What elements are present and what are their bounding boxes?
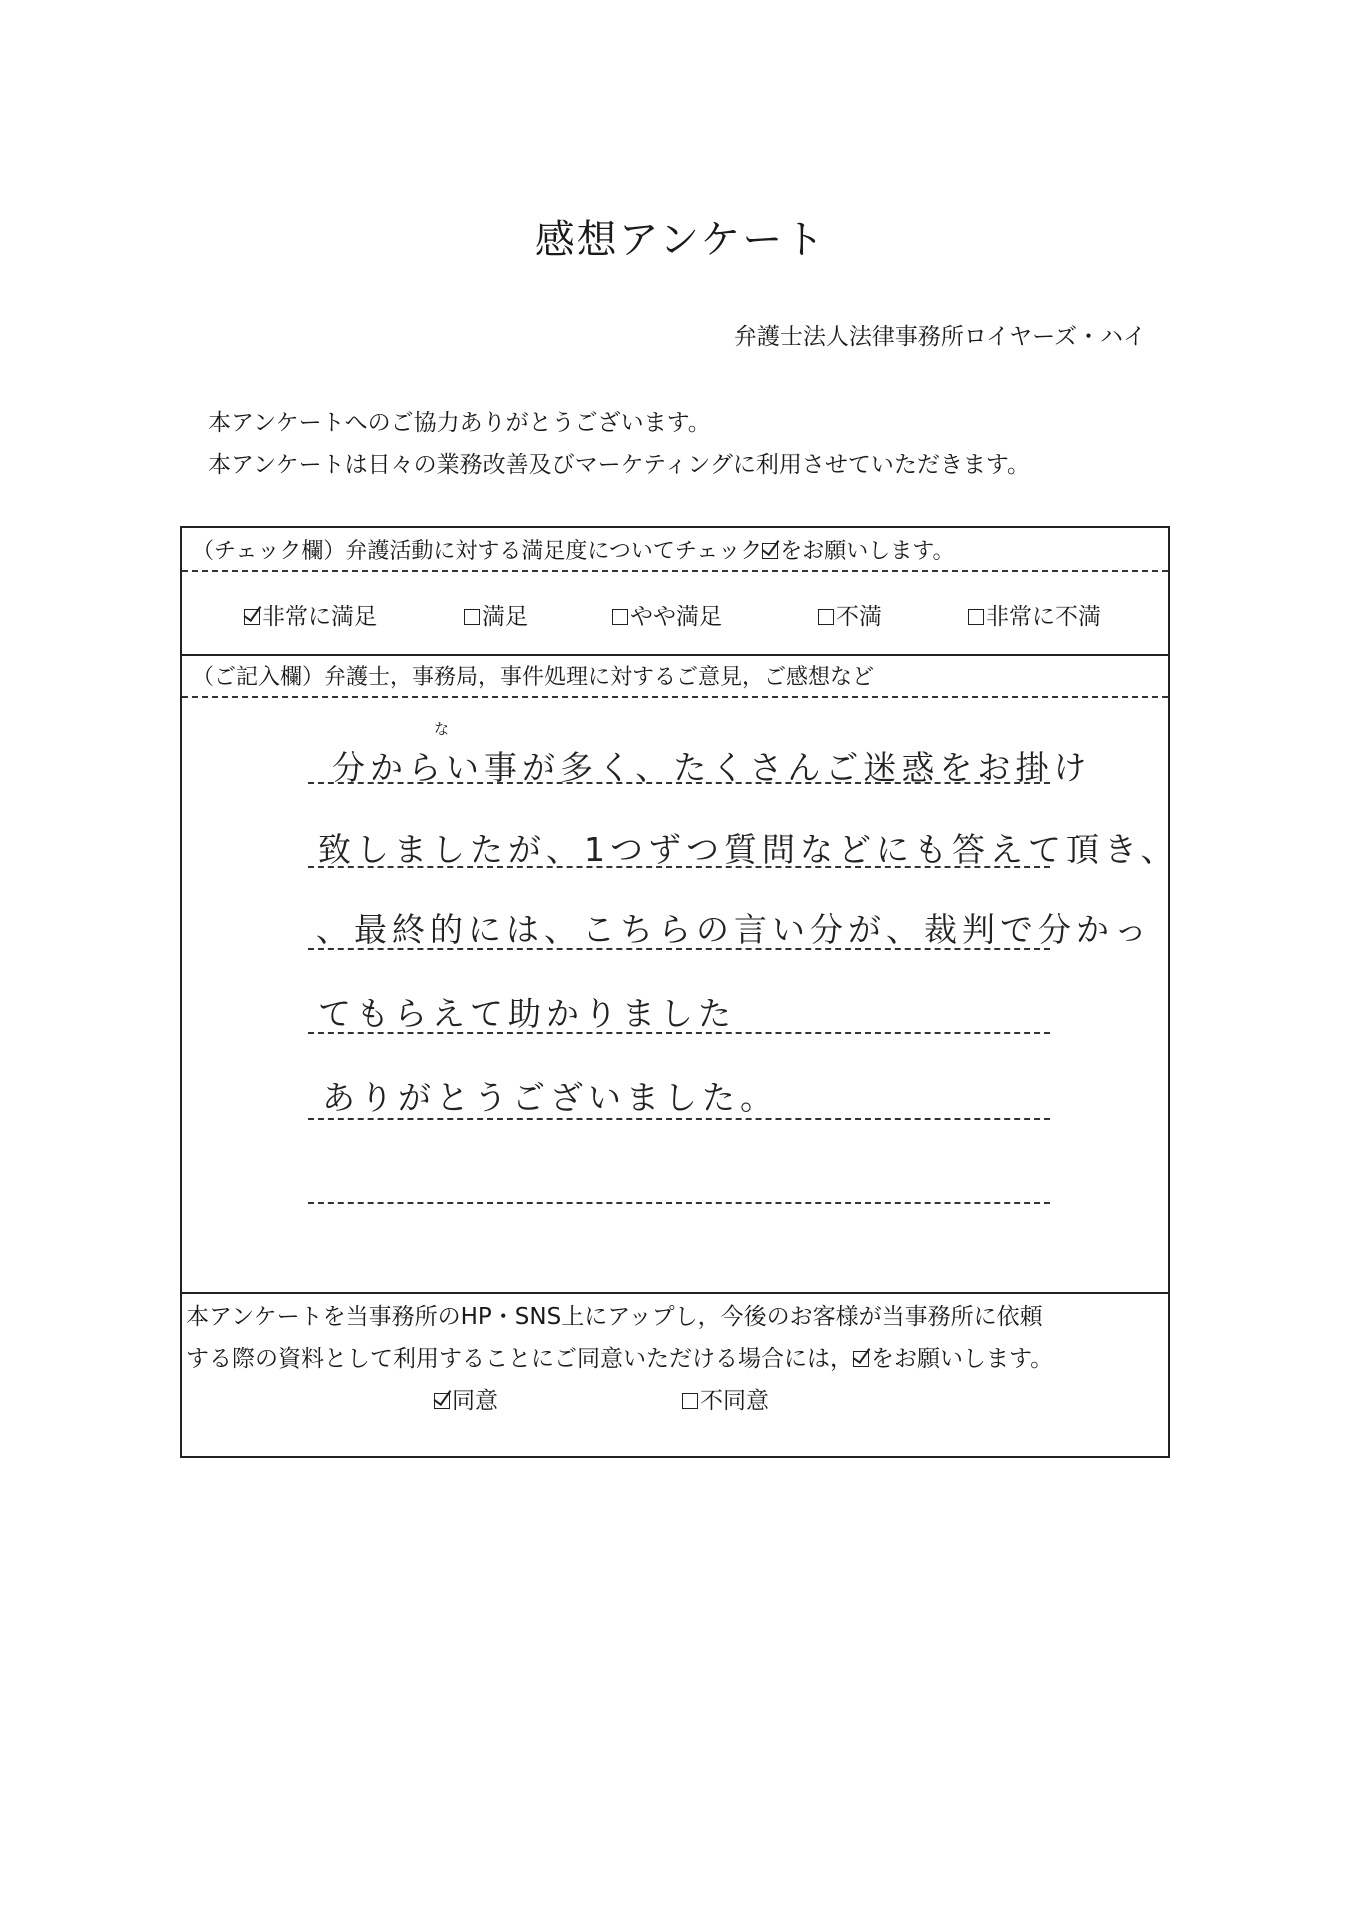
consent-text-line-1: 本アンケートを当事務所のHP・SNS上にアップし，今後のお客様が当事務所に依頼: [186, 1304, 1043, 1330]
checkbox-icon[interactable]: [244, 609, 260, 625]
option-somewhat-satisfied[interactable]: [612, 598, 722, 631]
handwritten-insert-mark: な: [434, 720, 450, 738]
satisfaction-label-suffix: をお願いします。: [780, 539, 955, 564]
intro-line-1: 本アンケートへのご協力ありがとうございます。: [208, 410, 711, 436]
consent-text: する際の資料として利用することにご同意いただける場合には，: [186, 1346, 853, 1372]
checkbox-icon[interactable]: [818, 609, 834, 625]
handwritten-comment-line-3: 、最終的には、こちらの言い分が、裁判で分かっ: [316, 910, 1152, 949]
section-divider: [182, 1292, 1168, 1294]
checkbox-icon[interactable]: [464, 609, 480, 625]
checkbox-icon[interactable]: [968, 609, 984, 625]
checkbox-checked-icon: [853, 1351, 869, 1367]
option-label: 同意: [452, 1388, 498, 1414]
survey-form: [180, 526, 1179, 1458]
writing-line: [308, 948, 1050, 950]
satisfaction-label: [192, 534, 955, 565]
checkbox-icon[interactable]: [612, 609, 628, 625]
page-title: 感想アンケート: [534, 217, 827, 263]
handwritten-comment-line-1: 分からい事が多く、たくさんご迷惑をお掛け: [332, 748, 1092, 787]
handwritten-comment-line-4: てもらえて助かりました: [318, 994, 736, 1033]
option-label: 非常に満足: [262, 604, 377, 630]
option-agree[interactable]: [434, 1382, 498, 1415]
option-satisfied[interactable]: [464, 598, 528, 631]
option-label: 不同意: [700, 1388, 769, 1414]
divider: [182, 570, 1168, 572]
checkbox-icon[interactable]: [682, 1393, 698, 1409]
comments-label: （ご記入欄）弁護士，事務局，事件処理に対するご意見，ご感想など: [192, 665, 875, 690]
option-label: 非常に不満: [986, 604, 1101, 630]
organization-name: 弁護士法人法律事務所ロイヤーズ・ハイ: [733, 324, 1146, 350]
checkbox-icon[interactable]: [434, 1393, 450, 1409]
divider: [182, 696, 1168, 698]
consent-text-line-2: [186, 1340, 1053, 1373]
option-very-dissatisfied[interactable]: [968, 598, 1101, 631]
option-label: やや満足: [630, 604, 722, 630]
option-label: 不満: [836, 604, 882, 630]
handwritten-comment-line-2: 致しましたが、1つずつ質問などにも答えて頂き、: [318, 830, 1179, 869]
option-disagree[interactable]: [682, 1382, 769, 1415]
writing-line: [308, 1032, 1050, 1034]
option-dissatisfied[interactable]: [818, 598, 882, 631]
consent-text-suffix: をお願いします。: [871, 1346, 1054, 1372]
handwritten-comment-line-5: ありがとうございました。: [322, 1078, 778, 1117]
writing-line: [308, 782, 1050, 784]
writing-line: [308, 1202, 1050, 1204]
writing-line: [308, 866, 1050, 868]
satisfaction-label-text: （チェック欄）弁護活動に対する満足度についてチェック: [192, 539, 763, 564]
checkbox-checked-icon: [762, 543, 778, 559]
option-very-satisfied[interactable]: [244, 598, 377, 631]
section-divider: [182, 654, 1168, 656]
intro-line-2: 本アンケートは日々の業務改善及びマーケティングに利用させていただきます。: [208, 452, 1031, 478]
writing-line: [308, 1118, 1050, 1120]
option-label: 満足: [482, 604, 528, 630]
